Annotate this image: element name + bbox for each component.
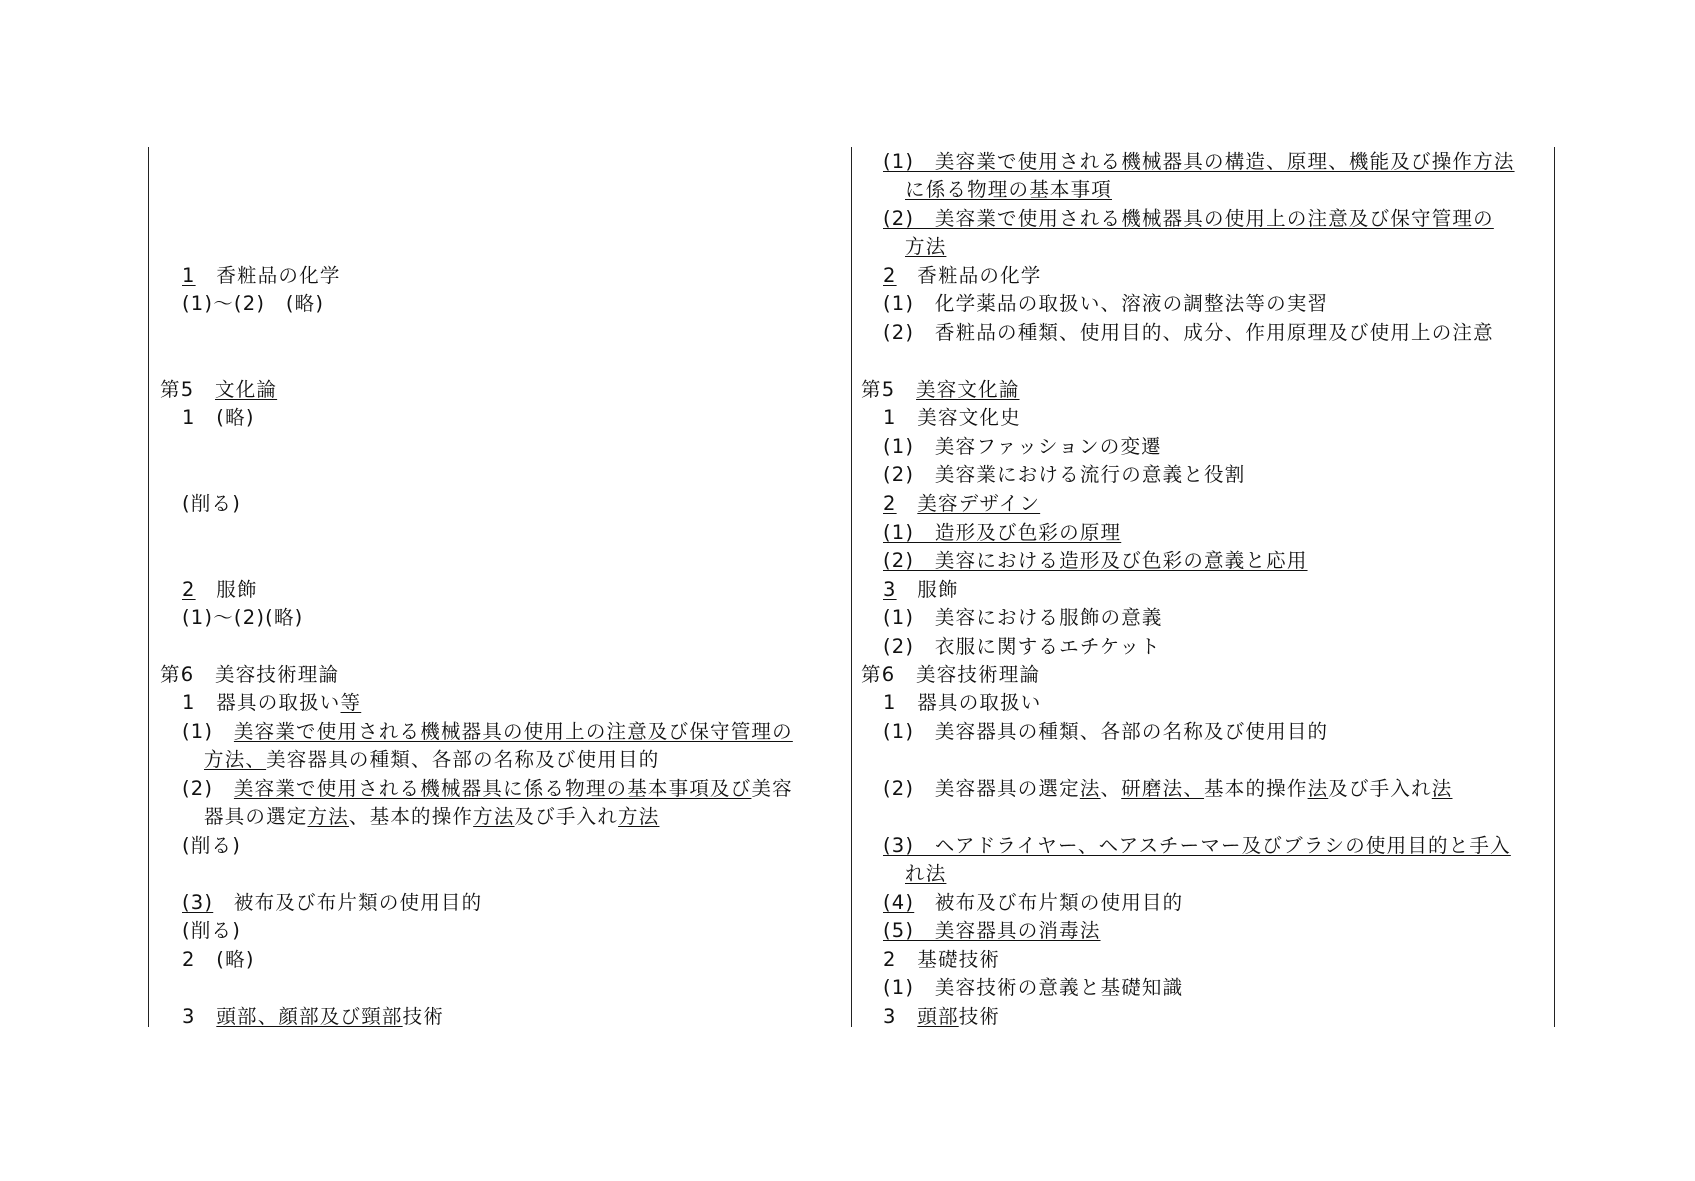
left-line: 1 (略): [182, 406, 255, 429]
right-border-line: [1554, 147, 1555, 1027]
right-line: (1) 化学薬品の取扱い、溶液の調整法等の実習: [883, 292, 1329, 315]
left-line: (3) 被布及び布片類の使用目的: [182, 891, 483, 914]
right-line: (1) 造形及び色彩の原理: [883, 521, 1122, 544]
right-line: に係る物理の基本事項: [905, 178, 1113, 201]
right-line: (1) 美容器具の種類、各部の名称及び使用目的: [883, 720, 1329, 743]
left-line: (削る): [182, 492, 242, 515]
right-line: 2 香粧品の化学: [883, 264, 1042, 287]
right-line: (5) 美容器具の消毒法: [883, 919, 1101, 942]
center-divider-line: [851, 147, 852, 1027]
left-line: (削る): [182, 919, 242, 942]
right-heading: 第6 美容技術理論: [861, 663, 1041, 686]
right-line: (4) 被布及び布片類の使用目的: [883, 891, 1184, 914]
left-border-line: [148, 147, 149, 1027]
right-line: れ法: [905, 862, 947, 885]
right-line: 方法: [905, 235, 947, 258]
right-line: 2 基礎技術: [883, 948, 1001, 971]
left-line: 2 (略): [182, 948, 255, 971]
right-line: 3 服飾: [883, 578, 959, 601]
left-line: (1)～(2) (略): [182, 292, 325, 315]
left-line: 1 香粧品の化学: [182, 264, 341, 287]
right-line: 2 美容デザイン: [883, 492, 1041, 515]
right-line: 1 美容文化史: [883, 406, 1021, 429]
left-heading: 第5 文化論: [160, 378, 278, 401]
left-line: 3 頭部、顔部及び頸部技術: [182, 1005, 445, 1028]
right-line: 3 頭部技術: [883, 1005, 1001, 1028]
right-line: (3) ヘアドライヤー、ヘアスチーマー及びブラシの使用目的と手入: [883, 834, 1511, 857]
left-line: 2 服飾: [182, 578, 258, 601]
right-line: (2) 美容業における流行の意義と役割: [883, 463, 1246, 486]
right-line: (2) 衣服に関するエチケット: [883, 635, 1161, 658]
right-heading: 第5 美容文化論: [861, 378, 1020, 401]
left-line: (1) 美容業で使用される機械器具の使用上の注意及び保守管理の: [182, 720, 793, 743]
left-heading: 第6 美容技術理論: [160, 663, 340, 686]
left-line: 方法、美容器具の種類、各部の名称及び使用目的: [204, 748, 660, 771]
right-line: 1 器具の取扱い: [883, 691, 1042, 714]
left-line: (2) 美容業で使用される機械器具に係る物理の基本事項及び美容: [182, 777, 793, 800]
right-line: (2) 美容器具の選定法、研磨法、基本的操作法及び手入れ法: [883, 777, 1453, 800]
right-line: (2) 美容業で使用される機械器具の使用上の注意及び保守管理の: [883, 207, 1494, 230]
right-line: (1) 美容業で使用される機械器具の構造、原理、機能及び操作方法: [883, 150, 1515, 173]
right-line: (1) 美容ファッションの変遷: [883, 435, 1162, 458]
right-line: (2) 香粧品の種類、使用目的、成分、作用原理及び使用上の注意: [883, 321, 1494, 344]
left-line: (1)～(2)(略): [182, 606, 304, 629]
right-line: (1) 美容における服飾の意義: [883, 606, 1163, 629]
right-line: (2) 美容における造形及び色彩の意義と応用: [883, 549, 1308, 572]
left-line: 1 器具の取扱い等: [182, 691, 362, 714]
left-line: (削る): [182, 834, 242, 857]
right-line: (1) 美容技術の意義と基礎知識: [883, 976, 1184, 999]
left-line: 器具の選定方法、基本的操作方法及び手入れ方法: [204, 805, 660, 828]
